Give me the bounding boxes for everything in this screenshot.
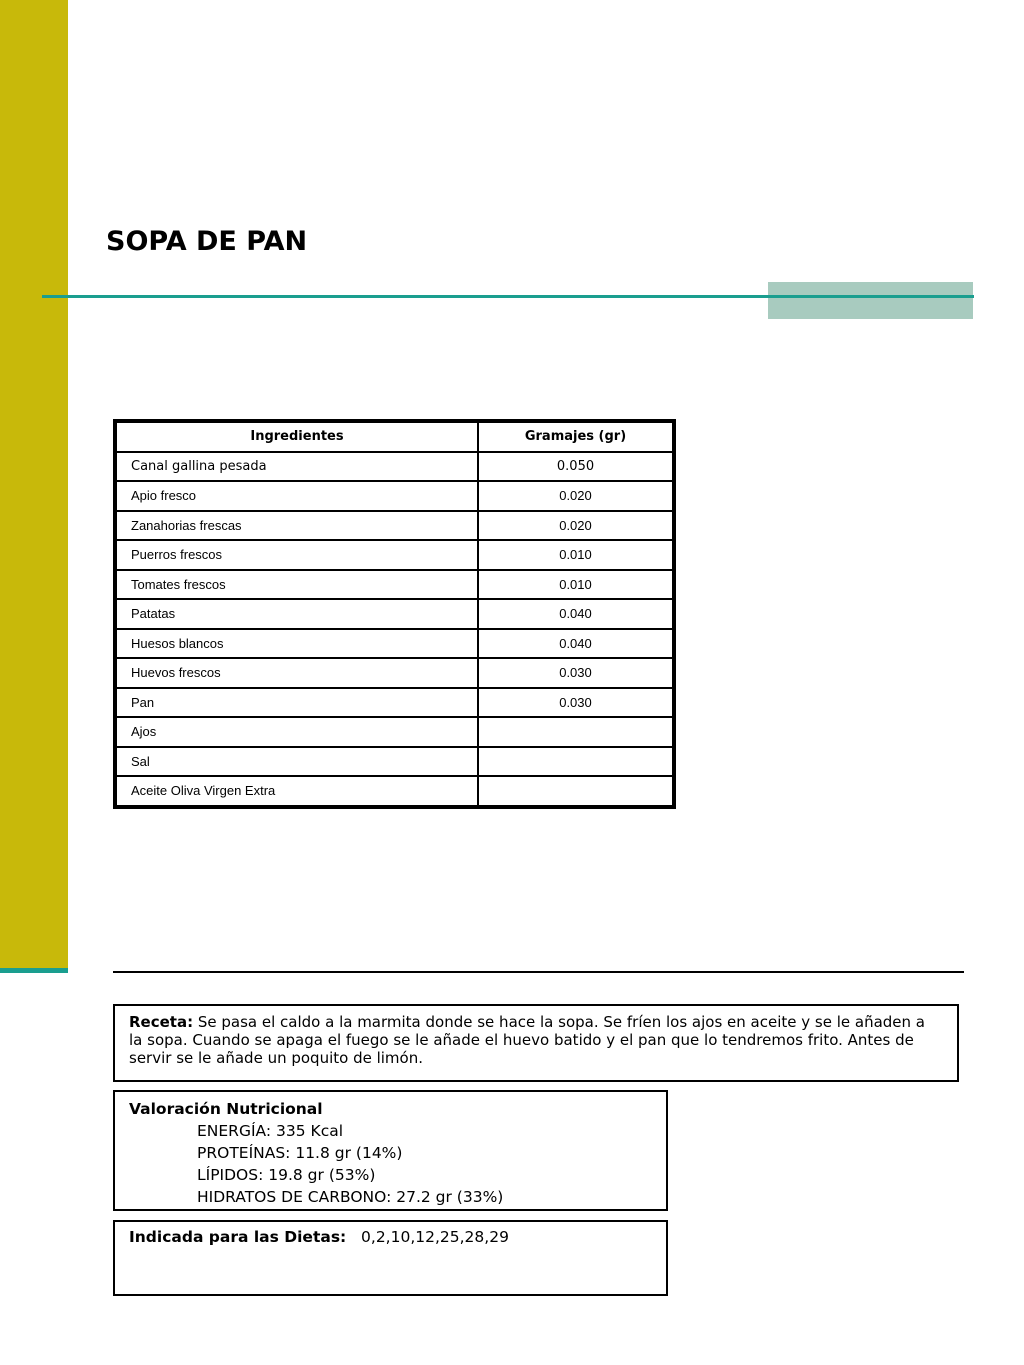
nutrition-proteins: PROTEÍNAS: 11.8 gr (14%) xyxy=(197,1144,403,1162)
page-title: SOPA DE PAN xyxy=(106,226,308,257)
ingredient-name: Aceite Oliva Virgen Extra xyxy=(115,776,478,807)
ingredient-qty: 0.040 xyxy=(478,599,674,629)
ingredient-qty xyxy=(478,776,674,807)
ingredient-qty: 0.030 xyxy=(478,658,674,688)
nutrition-carbs: HIDRATOS DE CARBONO: 27.2 gr (33%) xyxy=(197,1188,504,1206)
ingredient-name: Puerros frescos xyxy=(115,540,478,570)
title-accent-block xyxy=(768,282,973,319)
ingredient-name: Canal gallina pesada xyxy=(115,452,478,482)
section-divider xyxy=(113,971,964,973)
ingredient-qty: 0.010 xyxy=(478,570,674,600)
diets-label: Indicada para las Dietas: xyxy=(129,1228,347,1246)
diets-value: 0,2,10,12,25,28,29 xyxy=(361,1228,509,1246)
table-row xyxy=(115,599,674,629)
ingredient-name: Ajos xyxy=(115,717,478,747)
nutrition-label: Valoración Nutricional xyxy=(129,1100,323,1118)
table-row xyxy=(115,570,674,600)
recipe-label: Receta: xyxy=(129,1013,194,1031)
ingredient-qty: 0.010 xyxy=(478,540,674,570)
ingredient-name: Zanahorias frescas xyxy=(115,511,478,541)
table-row xyxy=(115,747,674,777)
ingredient-name: Tomates frescos xyxy=(115,570,478,600)
table-row xyxy=(115,688,674,718)
nutrition-energy: ENERGÍA: 335 Kcal xyxy=(197,1122,344,1140)
sidebar-decoration xyxy=(0,0,68,968)
ingredient-name: Sal xyxy=(115,747,478,777)
table-row xyxy=(115,540,674,570)
sidebar-accent-line xyxy=(0,968,68,973)
ingredient-name: Huevos frescos xyxy=(115,658,478,688)
table-row xyxy=(115,481,674,511)
table-header-row xyxy=(115,421,674,452)
ingredient-qty: 0.040 xyxy=(478,629,674,659)
ingredient-qty: 0.030 xyxy=(478,688,674,718)
ingredient-name: Pan xyxy=(115,688,478,718)
ingredient-qty: 0.020 xyxy=(478,481,674,511)
ingredient-qty xyxy=(478,717,674,747)
ingredient-name: Patatas xyxy=(115,599,478,629)
recipe-box xyxy=(113,1004,959,1082)
header-ingredients: Ingredientes xyxy=(115,421,478,452)
table-row xyxy=(115,717,674,747)
ingredient-qty: 0.020 xyxy=(478,511,674,541)
ingredient-name: Apio fresco xyxy=(115,481,478,511)
table-row xyxy=(115,776,674,807)
header-grams: Gramajes (gr) xyxy=(478,421,674,452)
table-row xyxy=(115,452,674,482)
title-rule-overlay xyxy=(768,295,973,298)
table-row xyxy=(115,511,674,541)
ingredient-qty xyxy=(478,747,674,777)
table-row xyxy=(115,629,674,659)
nutrition-lipids: LÍPIDOS: 19.8 gr (53%) xyxy=(197,1166,376,1184)
nutrition-box xyxy=(113,1090,668,1211)
ingredient-qty: 0.050 xyxy=(478,452,674,482)
ingredients-table xyxy=(113,419,676,809)
ingredient-name: Huesos blancos xyxy=(115,629,478,659)
diets-box xyxy=(113,1220,668,1296)
table-row xyxy=(115,658,674,688)
recipe-text: Se pasa el caldo a la marmita donde se hace la sopa. Se fríen los ajos en aceite y se le añaden a la sopa. Cuando se apaga el fuego se le añade el huevo batido y el pan que lo tendremos frito. Antes de servir se le añade un poquito de limón. xyxy=(129,1013,925,1067)
